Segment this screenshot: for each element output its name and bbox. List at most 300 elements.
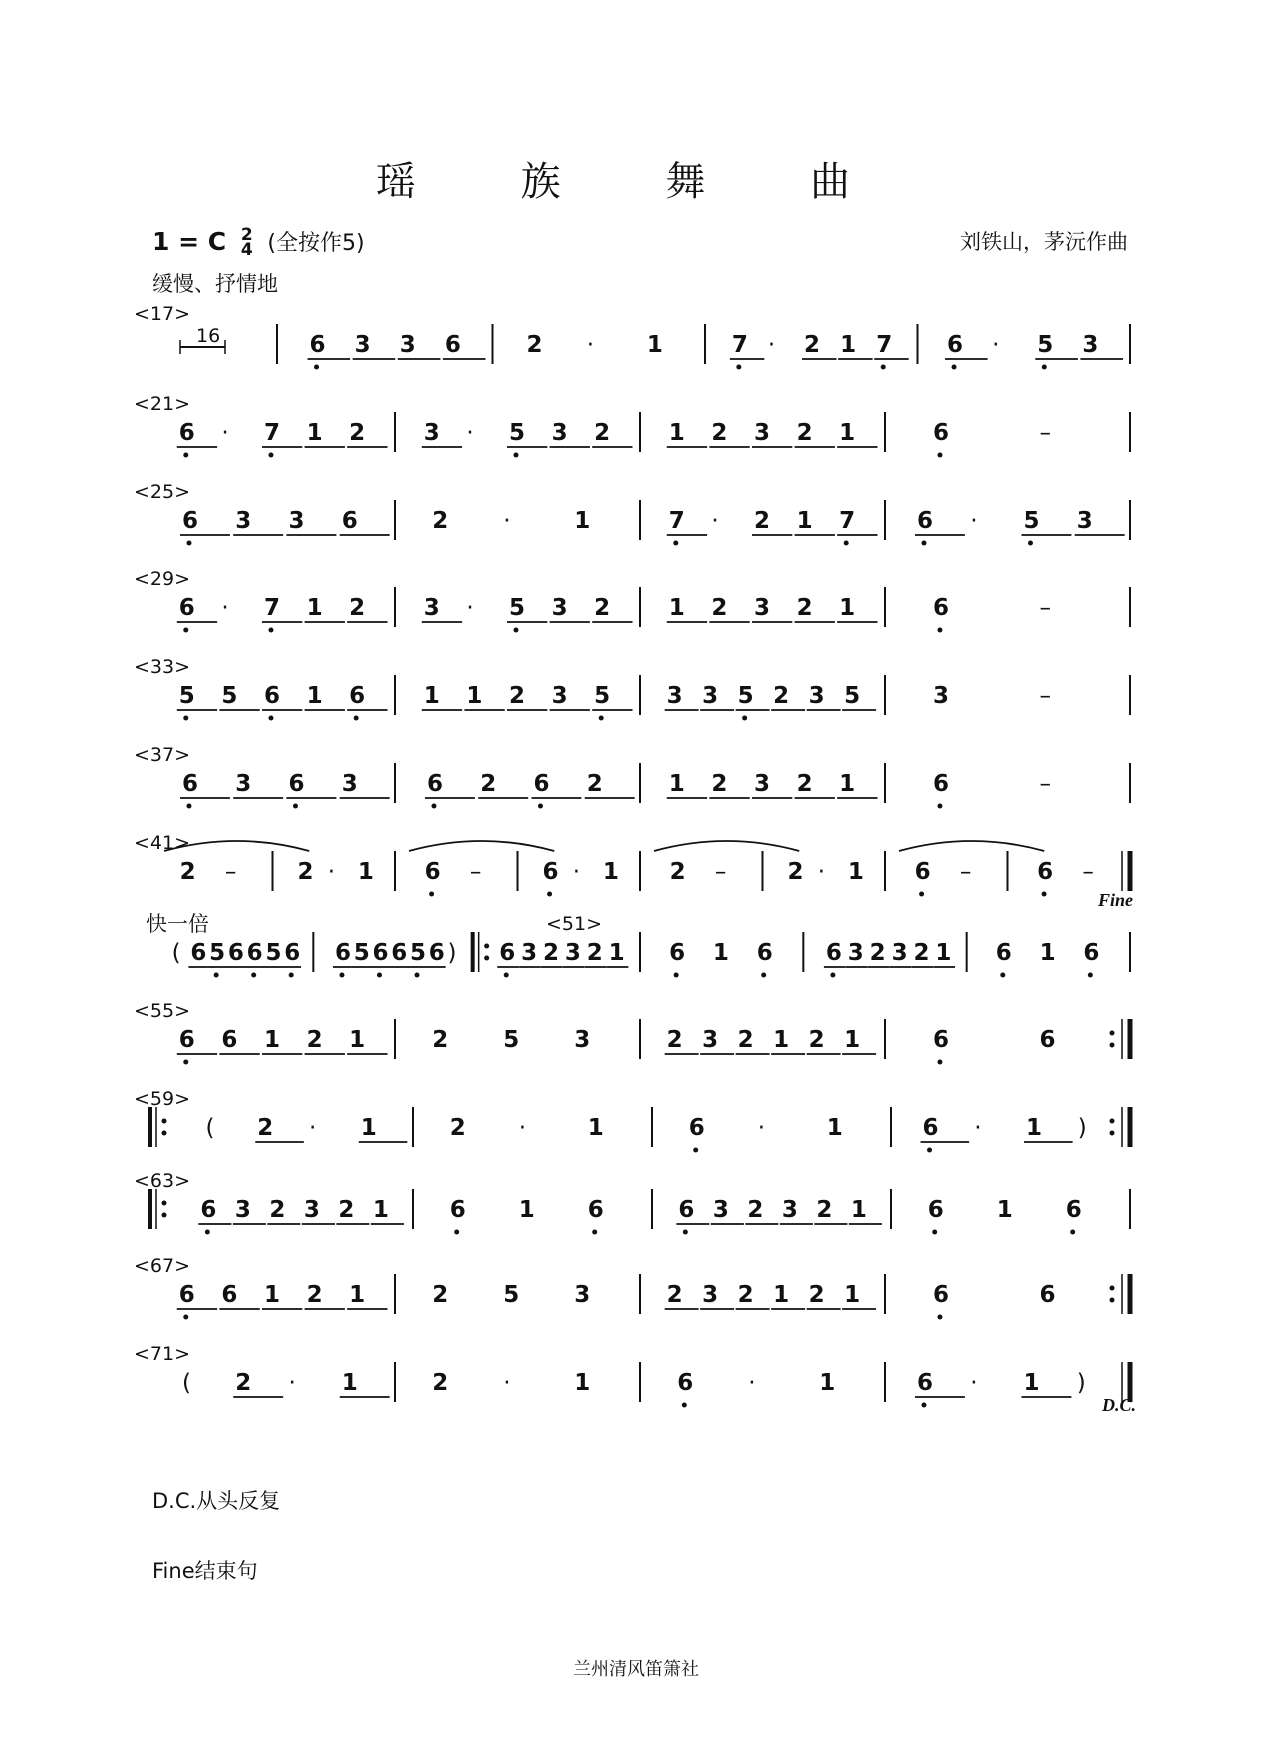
repeat-dot (162, 1131, 167, 1136)
tempo-marking: 缓慢、抒情地 (152, 272, 278, 296)
octave-dot (183, 716, 188, 721)
octave-dot (1042, 892, 1047, 897)
note: 7 (668, 508, 685, 534)
note: 6 (424, 859, 441, 885)
note: 2 (808, 1282, 825, 1308)
slur (899, 841, 1044, 851)
note: 6 (932, 771, 949, 797)
note: 6 (334, 940, 351, 966)
note: 1 (349, 1027, 366, 1053)
note: 1 (360, 1115, 377, 1141)
measure-number: <51> (546, 913, 603, 935)
note: 1 (844, 1027, 861, 1053)
slur (409, 841, 554, 851)
note: 6 (178, 1027, 195, 1053)
note: 6 (181, 771, 198, 797)
key-label: 1 = C (152, 227, 227, 256)
tempo-marking-2: 快一倍 (146, 912, 209, 936)
note: 3 (753, 420, 770, 446)
repeat-dot (1110, 1286, 1115, 1291)
note: 2 (594, 595, 611, 621)
note: 6 (372, 940, 389, 966)
octave-dot (268, 453, 273, 458)
note: 6 (200, 1197, 217, 1223)
note: 6 (444, 332, 461, 358)
octave-dot (339, 973, 344, 978)
note: 6 (309, 332, 326, 358)
note: 1 (826, 1115, 843, 1141)
octave-dot (293, 804, 298, 809)
note: 2 (711, 595, 728, 621)
note: 6 (178, 420, 195, 446)
measure-number: <63> (134, 1170, 191, 1192)
octave-dot (268, 628, 273, 633)
note: 7 (876, 332, 893, 358)
note: 2 (297, 859, 314, 885)
note: 5 (1023, 508, 1040, 534)
note: 2 (711, 420, 728, 446)
octave-dot (513, 628, 518, 633)
octave-dot (1000, 973, 1005, 978)
note: 6 (533, 771, 550, 797)
note: 6 (995, 940, 1012, 966)
note: 2 (737, 1282, 754, 1308)
note: 2 (432, 1370, 449, 1396)
notation-symbol: – (1039, 771, 1051, 797)
note: 1 (518, 1197, 535, 1223)
note: 6 (932, 1282, 949, 1308)
octave-dot (268, 716, 273, 721)
octave-dot (1088, 973, 1093, 978)
note: 6 (227, 940, 244, 966)
note: 2 (773, 683, 790, 709)
octave-dot (919, 892, 924, 897)
octave-dot (952, 365, 957, 370)
octave-dot (673, 541, 678, 546)
note: 2 (753, 508, 770, 534)
note: 5 (221, 683, 238, 709)
note: 6 (1039, 1282, 1056, 1308)
note: 3 (574, 1282, 591, 1308)
note: 2 (338, 1197, 355, 1223)
note: 6 (678, 1197, 695, 1223)
octave-dot (682, 1403, 687, 1408)
octave-dot (881, 365, 886, 370)
notation-symbol: ) (1076, 1370, 1086, 1396)
notation-symbol: ( (181, 1370, 191, 1396)
note: 6 (178, 1282, 195, 1308)
note: 6 (916, 1370, 933, 1396)
notation-symbol: · (309, 1115, 317, 1141)
repeat-dot (162, 1201, 167, 1206)
note: 6 (587, 1197, 604, 1223)
note: 6 (178, 595, 195, 621)
note: 1 (574, 1370, 591, 1396)
note: 1 (646, 332, 663, 358)
note: 6 (499, 940, 516, 966)
note: 1 (935, 940, 952, 966)
note: 3 (702, 683, 719, 709)
note: 2 (808, 1027, 825, 1053)
note: 3 (753, 595, 770, 621)
note: 1 (712, 940, 729, 966)
note: 2 (257, 1115, 274, 1141)
notation-symbol: · (974, 1115, 982, 1141)
notation-symbol: · (518, 1115, 527, 1141)
note: 2 (306, 1027, 323, 1053)
note: 6 (426, 771, 443, 797)
octave-dot (183, 628, 188, 633)
note: 6 (932, 595, 949, 621)
note: 1 (668, 595, 685, 621)
repeat-dot (484, 956, 489, 961)
note: 3 (234, 1197, 251, 1223)
note: 7 (731, 332, 748, 358)
dc-mark: D.C. (1102, 1395, 1137, 1415)
rest-count: 16 (196, 325, 221, 347)
note: 3 (753, 771, 770, 797)
publisher: 兰州清风笛箫社 (573, 1659, 699, 1680)
time-top: 2 (240, 225, 253, 245)
notation-symbol: ( (205, 1115, 215, 1141)
note: 3 (303, 1197, 320, 1223)
note: 3 (288, 508, 305, 534)
note: 2 (432, 1282, 449, 1308)
repeat-dot (162, 1119, 167, 1124)
note: 1 (1023, 1370, 1040, 1396)
note: 2 (480, 771, 497, 797)
note: 1 (608, 940, 625, 966)
note: 3 (932, 683, 949, 709)
octave-dot (547, 892, 552, 897)
note: 5 (265, 940, 282, 966)
note: 6 (449, 1197, 466, 1223)
note: 5 (1037, 332, 1054, 358)
note: 2 (711, 771, 728, 797)
note: 2 (586, 940, 603, 966)
note: 3 (1076, 508, 1093, 534)
note: 2 (796, 420, 813, 446)
measure-number: <37> (134, 744, 191, 766)
note: 3 (702, 1027, 719, 1053)
notation-symbol: – (959, 859, 972, 885)
note: 1 (847, 859, 864, 885)
note: 1 (306, 420, 323, 446)
note: 2 (737, 1027, 754, 1053)
note: 6 (542, 859, 559, 885)
note: 3 (423, 420, 440, 446)
note: 7 (263, 595, 280, 621)
note: 6 (391, 940, 408, 966)
octave-dot (742, 716, 747, 721)
note: 3 (712, 1197, 729, 1223)
notation-symbol: – (714, 859, 727, 885)
note: 5 (844, 683, 861, 709)
octave-dot (431, 804, 436, 809)
note: 1 (423, 683, 440, 709)
octave-dot (599, 716, 604, 721)
note: 2 (586, 771, 603, 797)
note: 5 (594, 683, 611, 709)
octave-dot (205, 1230, 210, 1235)
octave-dot (761, 973, 766, 978)
octave-dot (937, 453, 942, 458)
measure-number: <21> (134, 393, 191, 415)
note: 1 (668, 420, 685, 446)
note: 2 (235, 1370, 252, 1396)
note: 3 (702, 1282, 719, 1308)
note: 6 (246, 940, 263, 966)
note: 5 (503, 1027, 520, 1053)
notation-symbol: · (572, 859, 581, 885)
note: 6 (914, 859, 931, 885)
note: 1 (1026, 1115, 1043, 1141)
octave-dot (289, 973, 294, 978)
notation-symbol: · (221, 595, 229, 621)
notation-symbol: – (469, 859, 482, 885)
note: 1 (796, 508, 813, 534)
note: 6 (428, 940, 445, 966)
note: 3 (399, 332, 416, 358)
measure-number: <59> (134, 1088, 191, 1110)
note: 2 (432, 1027, 449, 1053)
note: 3 (423, 595, 440, 621)
note: 6 (688, 1115, 705, 1141)
note: 6 (263, 683, 280, 709)
note: 5 (209, 940, 226, 966)
note: 2 (796, 771, 813, 797)
note: 1 (349, 1282, 366, 1308)
note: 1 (996, 1197, 1013, 1223)
note: 5 (737, 683, 754, 709)
octave-dot (314, 365, 319, 370)
note: 3 (891, 940, 908, 966)
octave-dot (736, 365, 741, 370)
note: 1 (263, 1282, 280, 1308)
note: 1 (819, 1370, 836, 1396)
measure-number: <17> (134, 303, 191, 325)
octave-dot (538, 804, 543, 809)
note: 2 (349, 420, 366, 446)
note: 3 (551, 595, 568, 621)
note: 2 (432, 508, 449, 534)
note: 6 (221, 1282, 238, 1308)
note: 2 (913, 940, 930, 966)
notation-symbol: · (748, 1370, 756, 1396)
octave-dot (921, 1403, 926, 1408)
composer: 刘铁山，茅沅作曲 (960, 230, 1128, 254)
octave-dot (592, 1230, 597, 1235)
notation-symbol: · (503, 508, 511, 534)
notation-symbol: · (817, 859, 826, 885)
note: 3 (808, 683, 825, 709)
note: 1 (839, 420, 856, 446)
note: 1 (668, 771, 685, 797)
notation-symbol: ( (171, 940, 181, 966)
note: 2 (449, 1115, 466, 1141)
octave-dot (937, 1315, 942, 1320)
octave-dot (214, 973, 219, 978)
note: 6 (825, 940, 842, 966)
note: 2 (349, 595, 366, 621)
notation-symbol: · (466, 595, 474, 621)
fine-mark: Fine (1098, 890, 1134, 910)
repeat-dot (1110, 1298, 1115, 1303)
notation-symbol: – (1082, 859, 1094, 885)
fingering-note: (全按作5) (267, 231, 365, 256)
note: 2 (796, 595, 813, 621)
note: 1 (602, 859, 619, 885)
note: 6 (341, 508, 358, 534)
octave-dot (183, 1060, 188, 1065)
note: 5 (508, 420, 525, 446)
measure-number: <41> (134, 832, 191, 854)
note: 5 (508, 595, 525, 621)
page-title: 瑶 族 舞 曲 (375, 159, 897, 205)
note: 1 (773, 1282, 790, 1308)
octave-dot (1042, 365, 1047, 370)
note: 3 (551, 683, 568, 709)
note: 1 (306, 595, 323, 621)
footnote-dc: D.C.从头反复 (152, 1489, 281, 1513)
notation-symbol: · (757, 1115, 766, 1141)
notation-symbol: – (1039, 595, 1051, 621)
octave-dot (693, 1148, 698, 1153)
measure-number: <67> (134, 1255, 191, 1277)
octave-dot (504, 973, 509, 978)
octave-dot (354, 716, 359, 721)
octave-dot (937, 1060, 942, 1065)
note: 1 (850, 1197, 867, 1223)
octave-dot (186, 804, 191, 809)
note: 2 (669, 859, 686, 885)
note: 1 (839, 771, 856, 797)
repeat-dot (1110, 1119, 1115, 1124)
note: 1 (1039, 940, 1056, 966)
note: 1 (372, 1197, 389, 1223)
note: 6 (677, 1370, 694, 1396)
note: 6 (947, 332, 964, 358)
note: 2 (543, 940, 560, 966)
note: 3 (1082, 332, 1099, 358)
octave-dot (454, 1230, 459, 1235)
note: 2 (594, 420, 611, 446)
octave-dot (429, 892, 434, 897)
note: 2 (816, 1197, 833, 1223)
note: 1 (466, 683, 483, 709)
notation-symbol: – (1039, 683, 1051, 709)
note: 5 (503, 1282, 520, 1308)
octave-dot (1028, 541, 1033, 546)
note: 6 (756, 940, 773, 966)
note: 1 (574, 508, 591, 534)
note: 2 (179, 859, 196, 885)
note: 3 (574, 1027, 591, 1053)
note: 6 (349, 683, 366, 709)
octave-dot (183, 1315, 188, 1320)
note: 3 (781, 1197, 798, 1223)
note: 6 (1065, 1197, 1082, 1223)
note: 2 (666, 1282, 683, 1308)
note: 6 (922, 1115, 939, 1141)
note: 6 (221, 1027, 238, 1053)
note: 1 (773, 1027, 790, 1053)
note: 6 (190, 940, 207, 966)
repeat-dot (1110, 1043, 1115, 1048)
time-bottom: 4 (240, 240, 253, 260)
note: 6 (916, 508, 933, 534)
notation-symbol: · (466, 420, 474, 446)
octave-dot (927, 1148, 932, 1153)
notation-symbol: · (221, 420, 229, 446)
note: 3 (666, 683, 683, 709)
note: 6 (932, 1027, 949, 1053)
measure-number: <25> (134, 481, 191, 503)
octave-dot (844, 541, 849, 546)
note: 5 (178, 683, 195, 709)
octave-dot (1070, 1230, 1075, 1235)
note: 6 (181, 508, 198, 534)
note: 7 (839, 508, 856, 534)
notation-symbol: · (503, 1370, 511, 1396)
note: 2 (787, 859, 804, 885)
slur (654, 841, 799, 851)
note: 1 (844, 1282, 861, 1308)
octave-dot (186, 541, 191, 546)
footnote-fine: Fine结束句 (152, 1559, 258, 1583)
octave-dot (937, 804, 942, 809)
notation-symbol: · (327, 859, 336, 885)
octave-dot (937, 628, 942, 633)
note: 1 (357, 859, 374, 885)
notation-symbol: · (767, 332, 776, 358)
note: 2 (306, 1282, 323, 1308)
note: 3 (235, 508, 252, 534)
note: 2 (869, 940, 886, 966)
note: 2 (269, 1197, 286, 1223)
octave-dot (513, 453, 518, 458)
notation-symbol: – (1039, 420, 1051, 446)
octave-dot (183, 453, 188, 458)
note: 6 (1039, 1027, 1056, 1053)
notation-symbol: · (970, 508, 978, 534)
note: 6 (932, 420, 949, 446)
notation-symbol: ) (1077, 1115, 1087, 1141)
notation-symbol: · (992, 332, 1000, 358)
octave-dot (251, 973, 256, 978)
note: 6 (1037, 859, 1054, 885)
octave-dot (415, 973, 420, 978)
note: 6 (288, 771, 305, 797)
note: 5 (410, 940, 427, 966)
note: 6 (1083, 940, 1100, 966)
notation-symbol: – (224, 859, 237, 885)
note: 7 (263, 420, 280, 446)
repeat-dot (162, 1213, 167, 1218)
measure-number: <33> (134, 656, 191, 678)
measure-number: <29> (134, 568, 191, 590)
notation-symbol: · (711, 508, 719, 534)
note: 1 (840, 332, 857, 358)
note: 3 (521, 940, 538, 966)
note: 3 (564, 940, 581, 966)
notation-symbol: · (586, 332, 595, 358)
note: 1 (306, 683, 323, 709)
repeat-dot (1110, 1131, 1115, 1136)
note: 6 (927, 1197, 944, 1223)
octave-dot (830, 973, 835, 978)
note: 2 (666, 1027, 683, 1053)
